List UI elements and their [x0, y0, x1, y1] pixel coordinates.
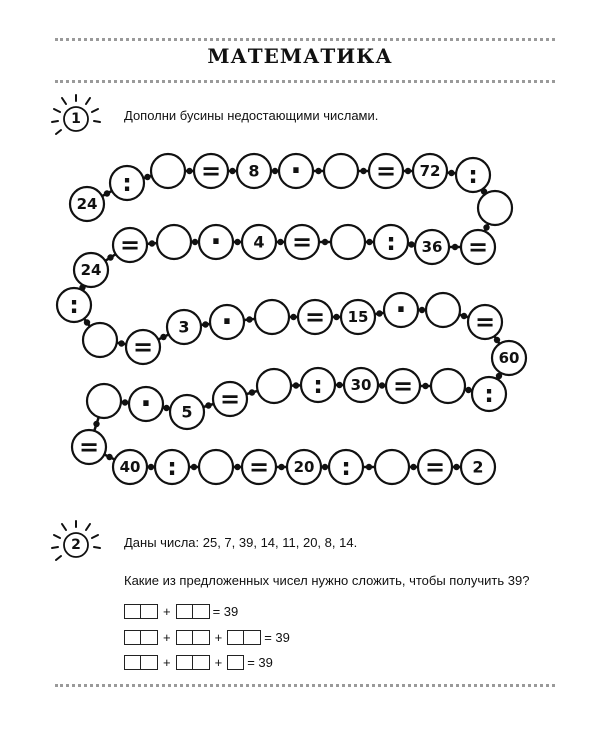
svg-text:8: 8: [248, 161, 260, 181]
svg-text:24: 24: [76, 195, 98, 213]
bead-knot: [249, 389, 255, 395]
answer-digit-box[interactable]: [244, 630, 261, 645]
svg-text:=: =: [248, 453, 270, 481]
answer-digit-box[interactable]: [124, 655, 141, 670]
svg-text:·: ·: [140, 386, 152, 422]
bead-knot: [290, 314, 296, 320]
empty-bead[interactable]: [431, 369, 465, 403]
answer-digit-box[interactable]: [176, 655, 193, 670]
bead-knot: [192, 239, 198, 245]
number-bead: [341, 300, 375, 334]
bead-knot: [405, 168, 411, 174]
equation-result: = 39: [247, 654, 273, 670]
answer-digit-box[interactable]: [124, 604, 141, 619]
divide-bead: [456, 158, 490, 192]
answer-digit-box[interactable]: [141, 630, 158, 645]
svg-text:72: 72: [419, 162, 441, 180]
task-1-number: 1: [71, 111, 81, 127]
empty-bead[interactable]: [426, 293, 460, 327]
bead-knot: [453, 464, 459, 470]
bead-knot: [144, 174, 150, 180]
sum-equation-3: [124, 653, 273, 671]
equals-bead: [285, 225, 319, 259]
bead-knot: [322, 239, 328, 245]
page-title: МАТЕМАТИКА: [207, 44, 393, 68]
svg-text:=: =: [291, 228, 313, 256]
empty-bead[interactable]: [83, 323, 117, 357]
answer-digit-box[interactable]: [193, 604, 210, 619]
bead-knot: [148, 464, 154, 470]
empty-bead[interactable]: [331, 225, 365, 259]
bead-knot: [122, 399, 128, 405]
bead-knot: [272, 168, 278, 174]
svg-text:·: ·: [395, 292, 407, 328]
number-bead: [492, 341, 526, 375]
plus-sign: +: [214, 654, 223, 670]
equals-bead: [468, 305, 502, 339]
number-bead: [461, 450, 495, 484]
svg-text:=: =: [132, 333, 154, 361]
empty-bead[interactable]: [255, 300, 289, 334]
empty-bead[interactable]: [157, 225, 191, 259]
bead-knot: [452, 244, 458, 250]
multiply-bead: [210, 305, 244, 340]
svg-text:30: 30: [350, 376, 372, 394]
number-bead: [170, 395, 204, 429]
task-2-number: 2: [71, 537, 81, 553]
bead-knot: [336, 382, 342, 388]
equals-bead: [369, 154, 403, 188]
equals-bead: [461, 230, 495, 264]
divide-bead: [472, 377, 506, 411]
svg-text:24: 24: [80, 261, 102, 279]
answer-digit-box[interactable]: [124, 630, 141, 645]
equals-bead: [242, 450, 276, 484]
divide-bead: [57, 288, 91, 322]
svg-text:=: =: [375, 157, 397, 185]
equals-bead: [194, 154, 228, 188]
number-bead: [415, 230, 449, 264]
bead-knot: [494, 337, 500, 343]
answer-digit-box[interactable]: [227, 655, 244, 670]
svg-text:=: =: [474, 308, 496, 336]
svg-text:·: ·: [210, 224, 222, 260]
svg-text::: :: [313, 371, 323, 399]
equals-bead: [126, 330, 160, 364]
svg-text:2: 2: [472, 457, 484, 477]
svg-text:20: 20: [293, 458, 315, 476]
answer-digit-box[interactable]: [141, 655, 158, 670]
equals-bead: [418, 450, 452, 484]
svg-text::: :: [484, 380, 494, 408]
bead-knot: [333, 314, 339, 320]
bead-knot: [160, 334, 166, 340]
bead-knot: [278, 464, 284, 470]
number-bead: [413, 154, 447, 188]
svg-text:60: 60: [498, 349, 520, 367]
equals-bead: [72, 430, 106, 464]
equals-bead: [113, 228, 147, 262]
equals-bead: [298, 300, 332, 334]
svg-text::: :: [341, 453, 351, 481]
bead-knot: [234, 239, 240, 245]
empty-bead[interactable]: [199, 450, 233, 484]
plus-sign: +: [214, 629, 223, 645]
answer-digit-box[interactable]: [141, 604, 158, 619]
bead-knot: [483, 224, 489, 230]
svg-text:=: =: [467, 233, 489, 261]
bead-knot: [149, 240, 155, 246]
bead-knot: [448, 170, 454, 176]
svg-text:=: =: [304, 303, 326, 331]
equation-result: = 39: [212, 603, 239, 619]
bead-knot: [118, 340, 124, 346]
multiply-bead: [199, 225, 233, 260]
svg-text:15: 15: [347, 308, 369, 326]
svg-text:=: =: [219, 385, 241, 413]
multiply-bead: [129, 387, 163, 422]
svg-text:3: 3: [178, 317, 190, 337]
bead-knot: [461, 313, 467, 319]
bead-knot: [322, 464, 328, 470]
task-2-question: Какие из предложенных чисел нужно сложить, чтобы получить 39?: [124, 573, 530, 588]
empty-bead[interactable]: [478, 191, 512, 225]
bead-knot: [379, 382, 385, 388]
bead-knot: [277, 239, 283, 245]
svg-text:40: 40: [119, 458, 141, 476]
bead-knot: [107, 254, 113, 260]
answer-digit-box[interactable]: [176, 604, 193, 619]
svg-text::: :: [468, 161, 478, 189]
divide-bead: [301, 368, 335, 402]
bead-knot: [376, 310, 382, 316]
bottom-dotted-divider: [55, 684, 555, 687]
answer-digit-box[interactable]: [176, 630, 193, 645]
bead-knot: [104, 190, 110, 196]
bead-knot: [410, 464, 416, 470]
number-bead: [113, 450, 147, 484]
multiply-bead: [279, 154, 313, 189]
number-bead: [70, 187, 104, 221]
bead-knot: [366, 464, 372, 470]
bead-knot: [234, 464, 240, 470]
sum-equation-2: [124, 628, 290, 646]
bead-knot: [84, 319, 90, 325]
bead-knot: [293, 382, 299, 388]
svg-text:=: =: [392, 372, 414, 400]
multiply-bead: [384, 293, 418, 328]
svg-text::: :: [69, 291, 79, 319]
bead-knot: [315, 168, 321, 174]
divide-bead: [374, 225, 408, 259]
number-bead: [74, 253, 108, 287]
bead-knot: [246, 316, 252, 322]
svg-text:·: ·: [290, 153, 302, 189]
bead-knot: [408, 241, 414, 247]
svg-text:=: =: [119, 231, 141, 259]
svg-text:=: =: [424, 453, 446, 481]
plus-sign: +: [163, 654, 171, 670]
bead-knot: [465, 387, 471, 393]
answer-digit-box[interactable]: [193, 655, 210, 670]
svg-text:=: =: [78, 433, 100, 461]
bead-knot: [422, 383, 428, 389]
divide-bead: [155, 450, 189, 484]
svg-text::: :: [167, 453, 177, 481]
number-bead: [242, 225, 276, 259]
bead-knot: [191, 464, 197, 470]
equals-bead: [386, 369, 420, 403]
empty-bead[interactable]: [375, 450, 409, 484]
equals-bead: [213, 382, 247, 416]
task-2-sun-icon: [47, 514, 105, 572]
plus-sign: +: [163, 629, 171, 645]
equation-result: = 39: [264, 629, 290, 645]
divide-bead: [329, 450, 363, 484]
number-bead: [287, 450, 321, 484]
bead-knot: [202, 321, 208, 327]
empty-bead[interactable]: [257, 369, 291, 403]
answer-digit-box[interactable]: [227, 630, 244, 645]
svg-text:36: 36: [421, 238, 443, 256]
bead-knot: [186, 168, 192, 174]
empty-bead[interactable]: [151, 154, 185, 188]
bead-knot: [366, 239, 372, 245]
divide-bead: [110, 166, 144, 200]
number-bead: [167, 310, 201, 344]
bead-knot: [229, 168, 235, 174]
bead-knot: [419, 307, 425, 313]
svg-text::: :: [122, 169, 132, 197]
number-bead: [237, 154, 271, 188]
svg-text:5: 5: [181, 402, 193, 422]
svg-text:4: 4: [253, 232, 265, 252]
answer-digit-box[interactable]: [193, 630, 210, 645]
bead-knot: [205, 402, 211, 408]
bead-knot: [93, 421, 99, 427]
svg-text:·: ·: [221, 304, 233, 340]
empty-bead[interactable]: [324, 154, 358, 188]
plus-sign: +: [163, 603, 171, 619]
bead-knot: [163, 405, 169, 411]
empty-bead[interactable]: [87, 384, 121, 418]
svg-text::: :: [386, 228, 396, 256]
bead-knot: [106, 454, 112, 460]
svg-text:=: =: [200, 157, 222, 185]
task-1-instruction: Дополни бусины недостающими числами.: [124, 108, 379, 123]
number-bead: [344, 368, 378, 402]
task-2-given-numbers: Даны числа: 25, 7, 39, 14, 11, 20, 8, 14.: [124, 535, 358, 550]
sum-equation-1: [124, 602, 238, 620]
bead-knot: [360, 168, 366, 174]
